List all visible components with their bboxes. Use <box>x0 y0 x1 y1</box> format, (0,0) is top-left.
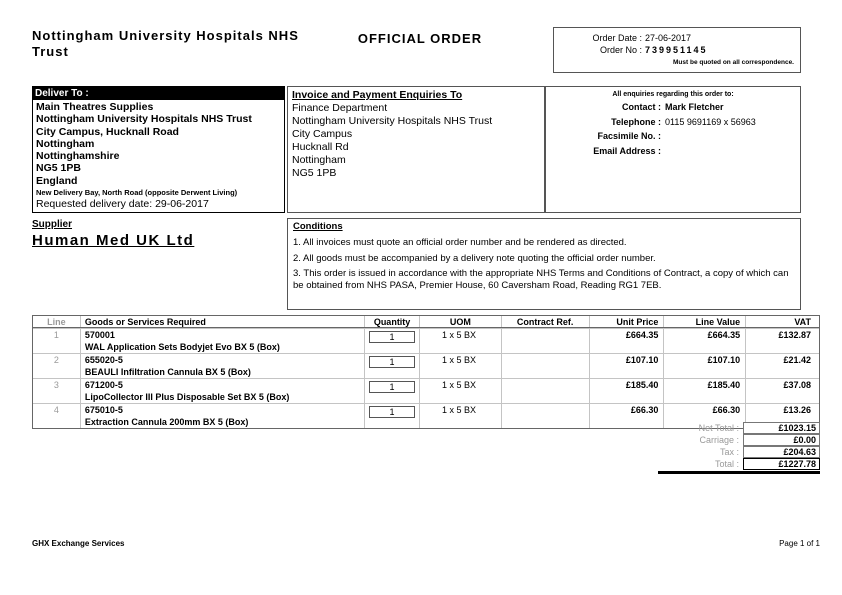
tax-value: £204.63 <box>743 446 820 458</box>
line-value-cell: £66.30 <box>664 404 746 428</box>
order-date-row <box>554 32 800 44</box>
contract-ref-cell <box>502 379 590 403</box>
invoice-address-line: Finance Department <box>292 102 388 114</box>
telephone-label: Telephone : <box>611 116 661 127</box>
condition-item: 3. This order is issued in accordance with the appropriate NHS Terms and Conditions of Contract, a copy of which can be obtained from NHS PASA, Premier House, 60 Caversham Road, Reading RG1 7EB. <box>293 268 789 291</box>
unit-price-cell: £185.40 <box>590 379 665 403</box>
col-header-vat: VAT <box>794 317 811 327</box>
quantity-cell <box>365 379 420 403</box>
vat-cell: £132.87 <box>778 330 812 340</box>
invoice-address-line: City Campus <box>292 128 353 140</box>
table-row <box>33 378 819 403</box>
supplier-label: Supplier <box>32 219 73 230</box>
invoice-address-line: Nottingham University Hospitals NHS Trust <box>292 115 493 127</box>
unit-price-cell: £66.30 <box>590 404 665 428</box>
contract-ref-cell <box>502 329 590 353</box>
col-header-line-value: Line Value <box>664 316 746 327</box>
line-number: 2 <box>33 354 81 378</box>
email-row <box>546 144 800 159</box>
enquiries-contact-box <box>545 86 801 213</box>
deliver-to-line: Nottinghamshire <box>36 150 120 163</box>
goods-cell <box>81 329 365 353</box>
deliver-to-line: City Campus, Hucknall Road <box>36 125 179 138</box>
deliver-to-line: England <box>36 174 78 187</box>
quantity-value: 1 <box>369 356 415 368</box>
contract-ref-cell <box>502 404 590 428</box>
quantity-cell <box>365 329 420 353</box>
contact-value: Mark Fletcher <box>665 102 724 112</box>
facsimile-value <box>661 129 665 144</box>
table-header-row <box>33 316 819 328</box>
item-description: Extraction Cannula 200mm BX 5 (Box) <box>84 417 249 427</box>
carriage-row <box>640 434 820 446</box>
invoice-enquiries-title: Invoice and Payment Enquiries To <box>292 89 463 101</box>
total-row <box>640 458 820 470</box>
net-total-value: £1023.15 <box>743 422 820 434</box>
line-value-cell: £107.10 <box>664 354 746 378</box>
vat-cell: £37.08 <box>783 380 812 390</box>
carriage-label: Carriage : <box>699 435 739 445</box>
table-row <box>33 353 819 378</box>
col-header-line: Line <box>33 316 81 327</box>
order-no-row <box>554 44 800 56</box>
enquiries-note: All enquiries regarding this order to: <box>612 91 734 98</box>
unit-price-cell: £107.10 <box>590 354 665 378</box>
invoice-address-line: Hucknall Rd <box>292 141 349 153</box>
conditions-box <box>287 218 801 310</box>
condition-item: 1. All invoices must quote an official order number and be rendered as directed. <box>293 237 627 248</box>
net-total-row <box>640 422 820 434</box>
invoice-address-line: NG5 1PB <box>292 167 337 179</box>
invoice-address <box>292 102 540 180</box>
telephone-value: 0115 9691169 x 56963 <box>665 116 756 127</box>
deliver-to-address <box>33 100 284 187</box>
goods-cell <box>81 354 365 378</box>
footer-page-number: Page 1 of 1 <box>779 539 820 548</box>
facsimile-label: Facsimile No. : <box>597 131 661 141</box>
table-row <box>33 328 819 353</box>
footer-service-name: GHX Exchange Services <box>32 539 125 548</box>
col-header-uom: UOM <box>420 316 502 327</box>
carriage-value: £0.00 <box>743 434 820 446</box>
total-value: £1227.78 <box>743 458 820 470</box>
order-items-table <box>32 315 820 429</box>
deliver-to-line: Nottingham <box>36 137 95 150</box>
order-info-box <box>553 27 801 73</box>
delivery-note: New Delivery Bay, North Road (opposite Derwent Living) <box>36 188 238 198</box>
vat-cell: £21.42 <box>783 355 812 365</box>
telephone-row <box>546 115 800 130</box>
col-header-unit-price: Unit Price <box>590 316 665 327</box>
item-description: LipoCollector III Plus Disposable Set BX 5 (Box) <box>84 392 290 402</box>
facsimile-row <box>546 129 800 144</box>
deliver-to-line: Nottingham University Hospitals NHS Trust <box>36 113 252 126</box>
deliver-to-box <box>32 86 285 213</box>
contact-row <box>546 100 800 115</box>
item-code: 570001 <box>84 330 115 340</box>
line-number: 3 <box>33 379 81 403</box>
item-code: 675010-5 <box>84 405 123 415</box>
order-no-value: 739951145 <box>645 45 708 55</box>
item-description: WAL Application Sets Bodyjet Evo BX 5 (Box) <box>84 342 280 352</box>
invoice-address-line: Nottingham <box>292 154 346 166</box>
supplier-name: Human Med UK Ltd <box>32 232 195 249</box>
quantity-value: 1 <box>369 331 415 343</box>
total-label: Total : <box>714 459 739 469</box>
tax-label: Tax : <box>719 447 739 457</box>
item-code: 655020-5 <box>84 355 123 365</box>
invoice-enquiries-box <box>287 86 545 213</box>
line-value-cell: £185.40 <box>664 379 746 403</box>
deliver-to-header: Deliver To : <box>33 87 284 100</box>
email-value <box>661 144 665 159</box>
deliver-to-line: NG5 1PB <box>36 162 81 175</box>
uom-cell: 1 x 5 BX <box>420 379 502 403</box>
conditions-title: Conditions <box>293 221 343 232</box>
item-code: 671200-5 <box>84 380 123 390</box>
line-value-cell: £664.35 <box>664 329 746 353</box>
contact-label: Contact : <box>622 102 661 112</box>
uom-cell: 1 x 5 BX <box>420 329 502 353</box>
quantity-value: 1 <box>369 406 415 418</box>
col-header-contract-ref: Contract Ref. <box>502 316 590 327</box>
contract-ref-cell <box>502 354 590 378</box>
item-description: BEAULI Infiltration Cannula BX 5 (Box) <box>84 367 251 377</box>
requested-delivery-date: Requested delivery date: 29-06-2017 <box>36 198 209 211</box>
net-total-label: Net Total : <box>698 423 739 433</box>
unit-price-cell: £664.35 <box>590 329 665 353</box>
condition-item: 2. All goods must be accompanied by a delivery note quoting the official order number. <box>293 252 656 264</box>
quantity-value: 1 <box>369 381 415 393</box>
order-date-value: 27-06-2017 <box>645 33 692 43</box>
uom-cell: 1 x 5 BX <box>420 404 502 428</box>
totals-divider <box>658 471 820 474</box>
vat-cell: £13.26 <box>783 405 812 415</box>
goods-cell <box>81 404 365 428</box>
uom-cell: 1 x 5 BX <box>420 354 502 378</box>
trust-name: Nottingham University Hospitals NHS Trust <box>32 28 299 59</box>
line-number: 4 <box>33 404 81 428</box>
quantity-cell <box>365 354 420 378</box>
line-number: 1 <box>33 329 81 353</box>
quantity-cell <box>365 404 420 428</box>
order-no-label: Order No : <box>599 45 642 55</box>
col-header-quantity: Quantity <box>365 316 420 327</box>
order-note: Must be quoted on all correspondence. <box>673 59 794 66</box>
col-header-goods: Goods or Services Required <box>81 316 365 327</box>
deliver-to-line: Main Theatres Supplies <box>36 101 154 113</box>
goods-cell <box>81 379 365 403</box>
totals-section <box>640 422 820 470</box>
email-label: Email Address : <box>593 145 661 156</box>
order-date-label: Order Date : <box>592 33 642 43</box>
page-title: OFFICIAL ORDER <box>357 31 483 46</box>
tax-row <box>640 446 820 458</box>
